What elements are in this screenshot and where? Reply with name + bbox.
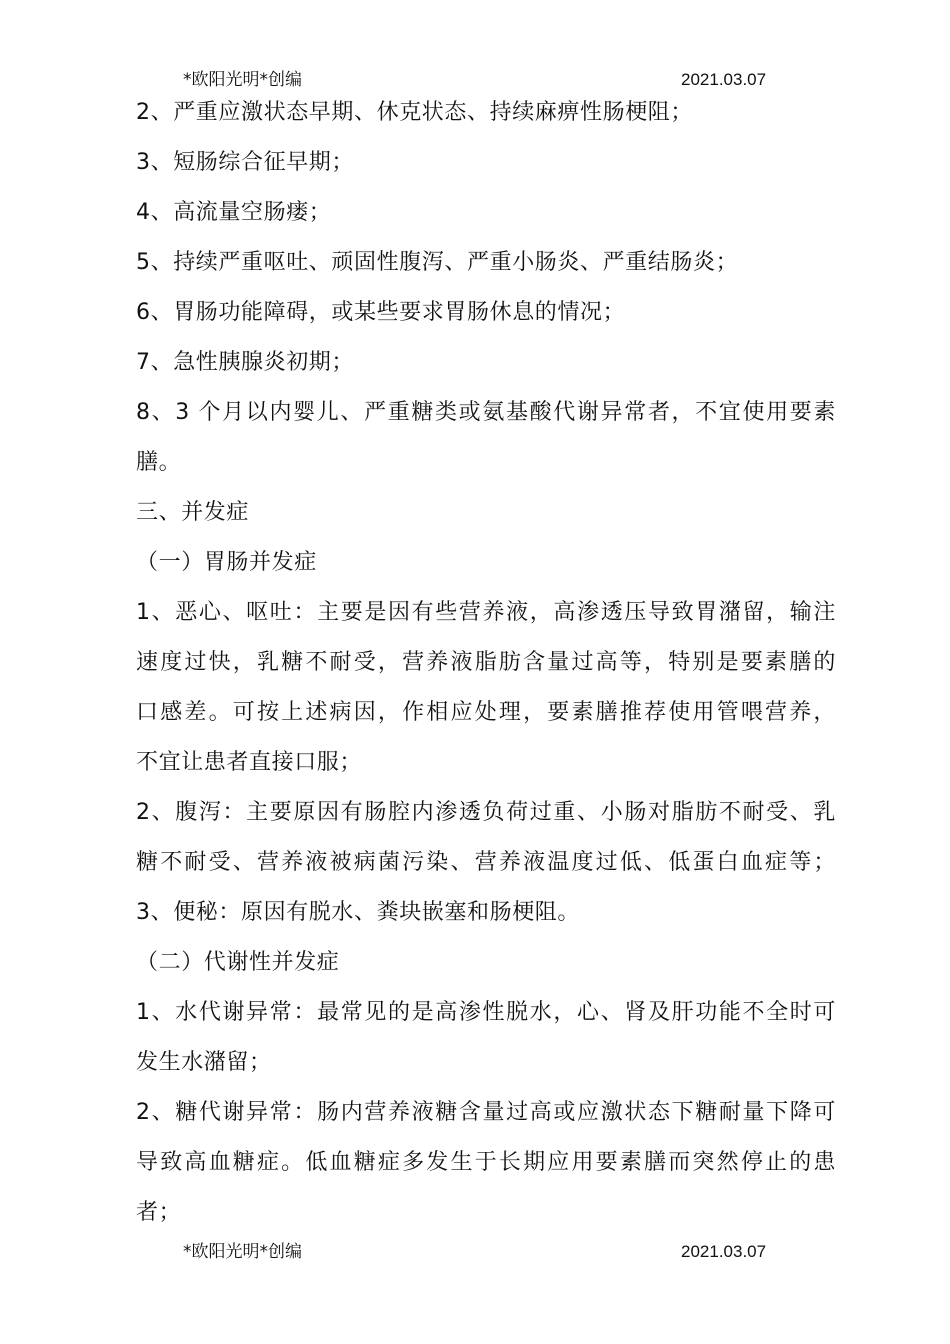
section-heading: 三、并发症	[136, 500, 250, 525]
text-line: 1、水代谢异常：最常见的是高渗性脱水，心、肾及肝功能不全时可	[136, 1000, 836, 1025]
text-line: 速度过快，乳糖不耐受，营养液脂肪含量过高等，特别是要素膳的	[136, 650, 836, 675]
header-author: *欧阳光明*创编	[183, 70, 302, 90]
text-line: 口感差。可按上述病因，作相应处理，要素膳推荐使用管喂营养，	[136, 700, 836, 725]
text-line: 1、恶心、呕吐：主要是因有些营养液，高渗透压导致胃潴留，输注	[136, 600, 836, 625]
text-line: 5、持续严重呕吐、顽固性腹泻、严重小肠炎、严重结肠炎；	[136, 250, 739, 275]
text-line: 2、腹泻：主要原因有肠腔内渗透负荷过重、小肠对脂肪不耐受、乳	[136, 800, 836, 825]
text-line: 8、3 个月以内婴儿、严重糖类或氨基酸代谢异常者，不宜使用要素	[136, 400, 836, 425]
header-date: 2021.03.07	[681, 70, 767, 89]
subsection-heading: （二）代谢性并发症	[136, 950, 340, 975]
text-line: 者；	[136, 1200, 182, 1225]
text-line: 4、高流量空肠瘘；	[136, 200, 332, 225]
text-line: 不宜让患者直接口服；	[136, 750, 363, 775]
text-line: 糖不耐受、营养液被病菌污染、营养液温度过低、低蛋白血症等；	[136, 850, 836, 875]
text-line: 3、短肠综合征早期；	[136, 150, 354, 175]
footer-author: *欧阳光明*创编	[183, 1242, 302, 1262]
text-line: 发生水潴留；	[136, 1050, 272, 1075]
text-line: 2、严重应激状态早期、休克状态、持续麻痹性肠梗阻；	[136, 100, 693, 125]
text-line: 7、急性胰腺炎初期；	[136, 350, 354, 375]
text-line: 膳。	[136, 450, 182, 475]
subsection-heading: （一）胃肠并发症	[136, 550, 317, 575]
text-line: 导致高血糖症。低血糖症多发生于长期应用要素膳而突然停止的患	[136, 1150, 836, 1175]
text-line: 2、糖代谢异常：肠内营养液糖含量过高或应激状态下糖耐量下降可	[136, 1100, 836, 1125]
text-line: 6、胃肠功能障碍，或某些要求胃肠休息的情况；	[136, 300, 626, 325]
page-footer	[0, 1239, 950, 1265]
footer-date: 2021.03.07	[681, 1242, 767, 1261]
text-line: 3、便秘：原因有脱水、粪块嵌塞和肠梗阻。	[136, 900, 580, 925]
